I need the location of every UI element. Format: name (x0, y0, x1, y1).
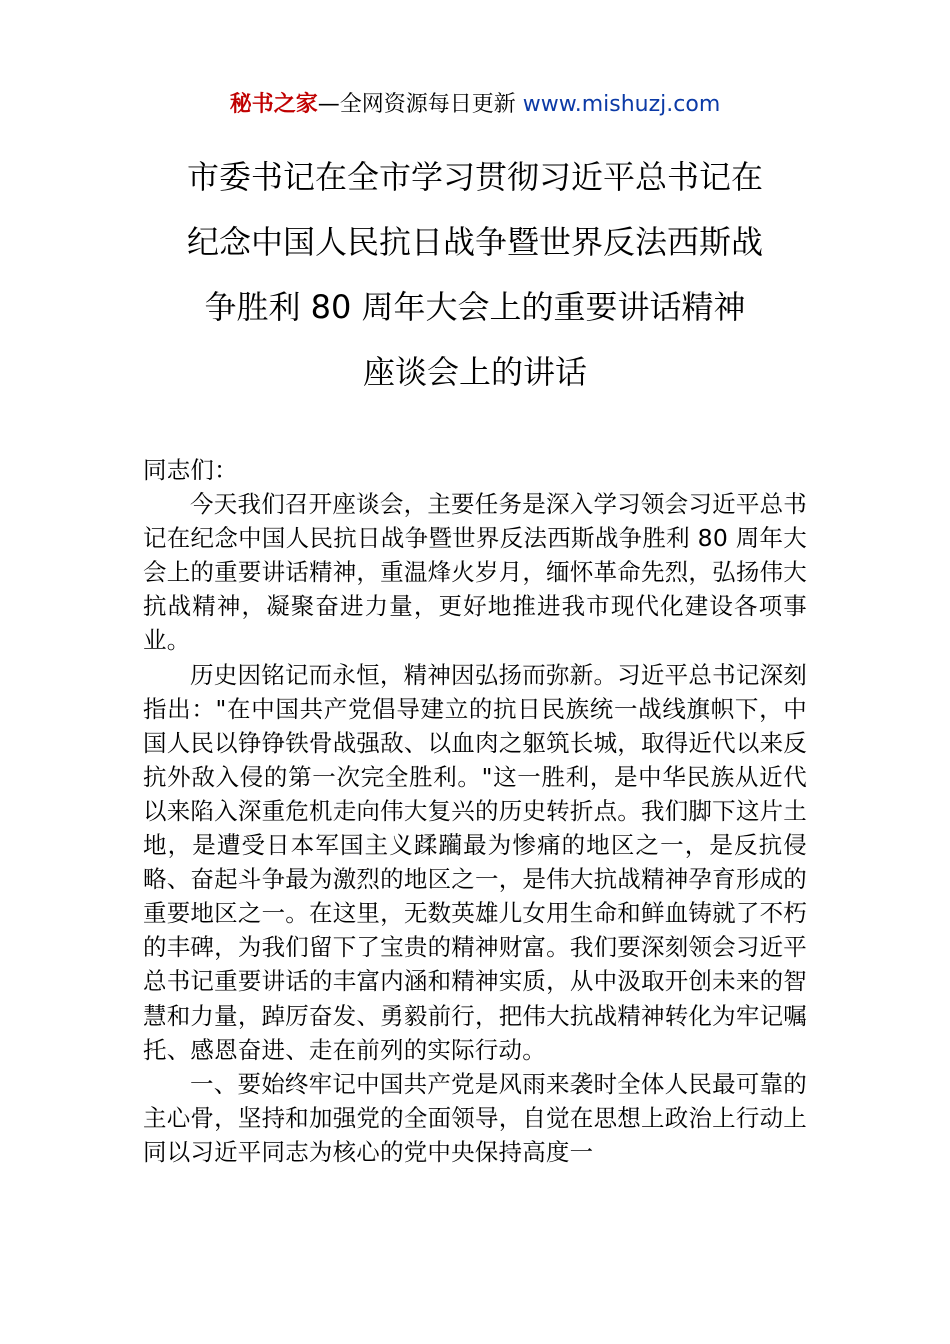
document-title (100, 145, 850, 405)
title-line: 纪念中国人民抗日战争暨世界反法西斯战 (186, 223, 763, 261)
site-brand: 秘书之家 (229, 92, 318, 117)
document-body (143, 453, 807, 1169)
salutation: 同志们： (143, 456, 238, 484)
site-header (0, 88, 950, 122)
site-url-link[interactable]: www.mishuzj.com (522, 92, 721, 117)
title-line: 市委书记在全市学习贯彻习近平总书记在 (186, 158, 763, 196)
body-paragraph: 今天我们召开座谈会，主要任务是深入学习领会习近平总书记在纪念中国人民抗日战争暨世界反法西斯战争胜利 80 周年大会上的重要讲话精神，重温烽火岁月，缅怀革命先烈，弘扬伟大抗战精神，凝聚奋进力量，更好地推进我市现代化建设各项事业。 (143, 490, 807, 655)
title-line: 争胜利 80 周年大会上的重要讲话精神 (204, 288, 746, 326)
body-paragraph: 历史因铭记而永恒，精神因弘扬而弥新。习近平总书记深刻指出："在中国共产党倡导建立的抗日民族统一战线旗帜下，中国人民以铮铮铁骨战强敌、以血肉之躯筑长城，取得近代以来反抗外敌入侵的第一次完全胜利。"这一胜利，是中华民族从近代以来陷入深重危机走向伟大复兴的历史转折点。我们脚下这片土地，是遭受日本军国主义蹂躏最为惨痛的地区之一，是反抗侵略、奋起斗争最为激烈的地区之一，是伟大抗战精神孕育形成的重要地区之一。在这里，无数英雄儿女用生命和鲜血铸就了不朽的丰碑，为我们留下了宝贵的精神财富。我们要深刻领会习近平总书记重要讲话的丰富内涵和精神实质，从中汲取开创未来的智慧和力量，踔厉奋发、勇毅前行，把伟大抗战精神转化为牢记嘱托、感恩奋进、走在前列的实际行动。 (143, 660, 807, 1064)
body-paragraph: 一、要始终牢记中国共产党是风雨来袭时全体人民最可靠的主心骨，坚持和加强党的全面领导，自觉在思想上政治上行动上同以习近平同志为核心的党中央保持高度一 (143, 1069, 807, 1166)
site-tagline: —全网资源每日更新 (317, 92, 523, 117)
title-line: 座谈会上的讲话 (362, 353, 587, 391)
